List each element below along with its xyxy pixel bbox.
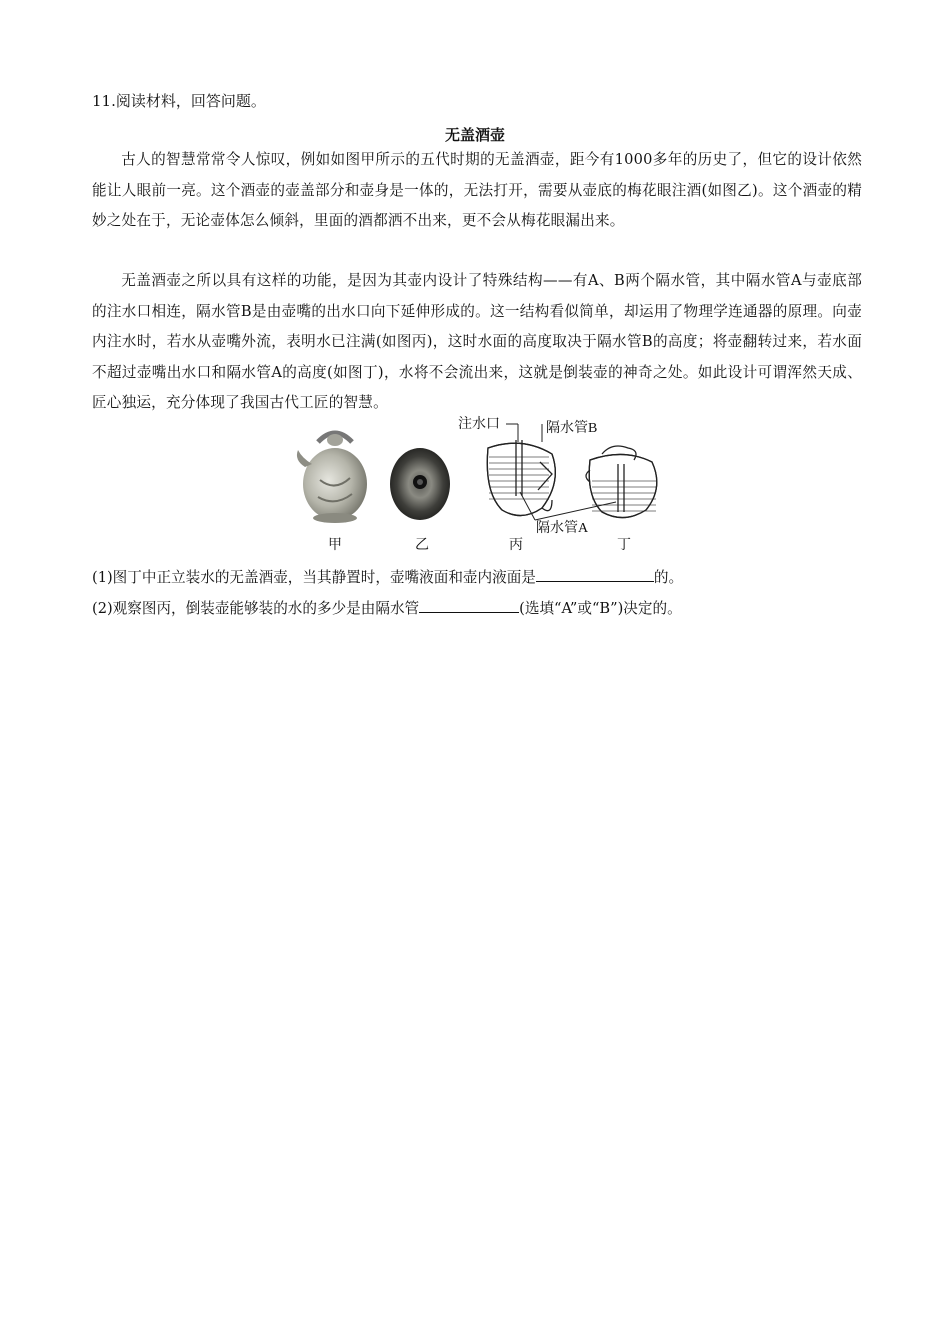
q1-text: (1)图丁中正立装水的无盖酒壶，当其静置时，壶嘴液面和壶内液面是 [92,569,536,586]
caption-ding: 丁 [617,537,631,553]
wine-pot-figure [290,412,670,562]
question-label: 11.阅读材料，回答问题。 [92,92,266,110]
article-paragraph-2 [92,266,862,419]
question-1 [92,566,683,587]
article-paragraph-1 [92,145,862,237]
q1-answer-blank[interactable] [536,567,654,582]
caption-bing: 丙 [509,537,523,553]
section-diagram-bing [487,440,555,516]
q1-text-end: 的。 [653,569,684,586]
caption-jia: 甲 [328,537,342,553]
q2-text-end: (选填“A”或“B”)决定的。 [519,600,682,617]
q2-answer-blank[interactable] [419,598,519,613]
label-tube-a: 隔水管A [536,521,589,536]
question-2 [92,597,682,618]
label-inlet: 注水口 [458,417,500,432]
pot-photo [297,433,367,523]
q2-text: (2)观察图丙，倒装壶能够装的水的多少是由隔水管 [92,600,420,617]
pot-base-photo [390,448,450,520]
paragraph-2-text: 无盖酒壶之所以具有这样的功能，是因为其壶内设计了特殊结构——有A、B两个隔水管，其中隔水管A与壶底部的注水口相连，隔水管B是由壶嘴的出水口向下延伸形成的。这一结构看似简单，却运用了物理学连通器的原理。向壶内注水时，若水从壶嘴外流，表明水已注满(如图丙)，这时水面的高度取决于隔水管B的高度；将壶翻转过来，若水面不超过壶嘴出水口和隔水管A的高度(如图丁)，水将不会流出来，这就是倒装壶的神奇之处。如此设计可谓浑然天成、匠心独运，充分体现了我国古代工匠的智慧。 [92,272,862,411]
label-tube-b: 隔水管B [546,421,598,436]
caption-yi: 乙 [415,537,429,553]
paragraph-1-text: 古人的智慧常常令人惊叹，例如如图甲所示的五代时期的无盖酒壶，距今有1000多年的历史了，但它的设计依然能让人眼前一亮。这个酒壶的壶盖部分和壶身是一体的，无法打开，需要从壶底的梅花眼注酒(如图乙)。这个酒壶的精妙之处在于，无论壶体怎么倾斜，里面的酒都洒不出来，更不会从梅花眼漏出来。 [92,151,862,229]
article-title: 无盖酒壶 [444,126,505,144]
